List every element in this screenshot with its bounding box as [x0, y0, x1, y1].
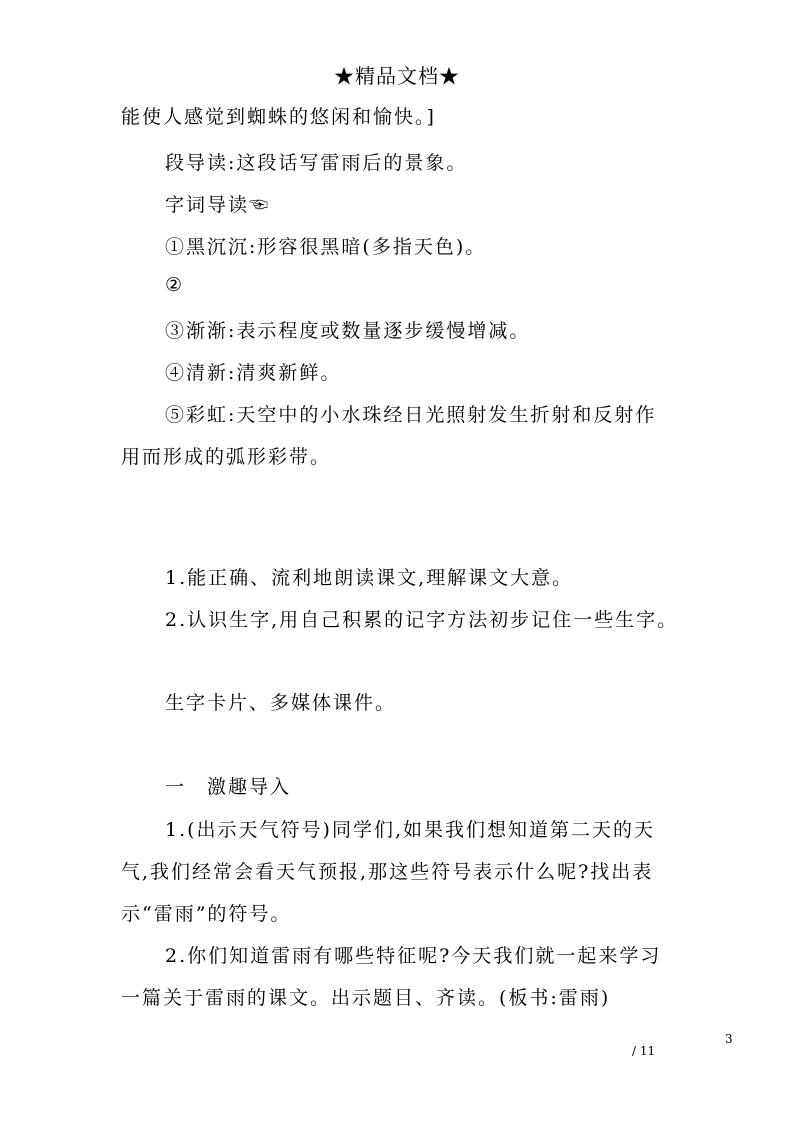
- text-line: 1.能正确、流利地朗读课文,理解课文大意。: [165, 567, 574, 589]
- page-header-title: ★精品文档★: [334, 64, 460, 88]
- text-line: ④清新:清爽新鲜。: [165, 362, 342, 384]
- text-line: 字词导读☜: [165, 194, 271, 216]
- text-line: 段导读:这段话写雷雨后的景象。: [165, 152, 468, 174]
- text-line: 1.(出示天气符号)同学们,如果我们想知道第二天的天: [165, 819, 655, 841]
- text-line: 气,我们经常会看天气预报,那这些符号表示什么呢?找出表: [121, 861, 654, 883]
- text-line: ②: [165, 274, 185, 296]
- text-line: 能使人感觉到蜘蛛的悠闲和愉快。]: [121, 106, 436, 128]
- text-line: ①黑沉沉:形容很黑暗(多指天色)。: [165, 236, 487, 258]
- text-line: 一篇关于雷雨的课文。出示题目、齐读。(板书:雷雨): [121, 987, 611, 1009]
- text-line: 2.你们知道雷雨有哪些特征呢?今天我们就一起来学习: [165, 945, 662, 967]
- text-line: 2.认识生字,用自己积累的记字方法初步记住一些生字。: [165, 609, 679, 631]
- text-line: 生字卡片、多媒体课件。: [165, 692, 397, 714]
- text-line: 用而形成的弧形彩带。: [121, 446, 332, 468]
- section-heading: 一 激趣导入: [165, 776, 292, 798]
- text-line: ⑤彩虹:天空中的小水珠经日光照射发生折射和反射作: [165, 404, 657, 426]
- page-total: / 11: [632, 1044, 656, 1058]
- text-line: 示“雷雨”的符号。: [121, 903, 292, 925]
- text-line: ③渐渐:表示程度或数量逐步缓慢增减。: [165, 320, 531, 342]
- page-number: 3: [725, 1032, 733, 1046]
